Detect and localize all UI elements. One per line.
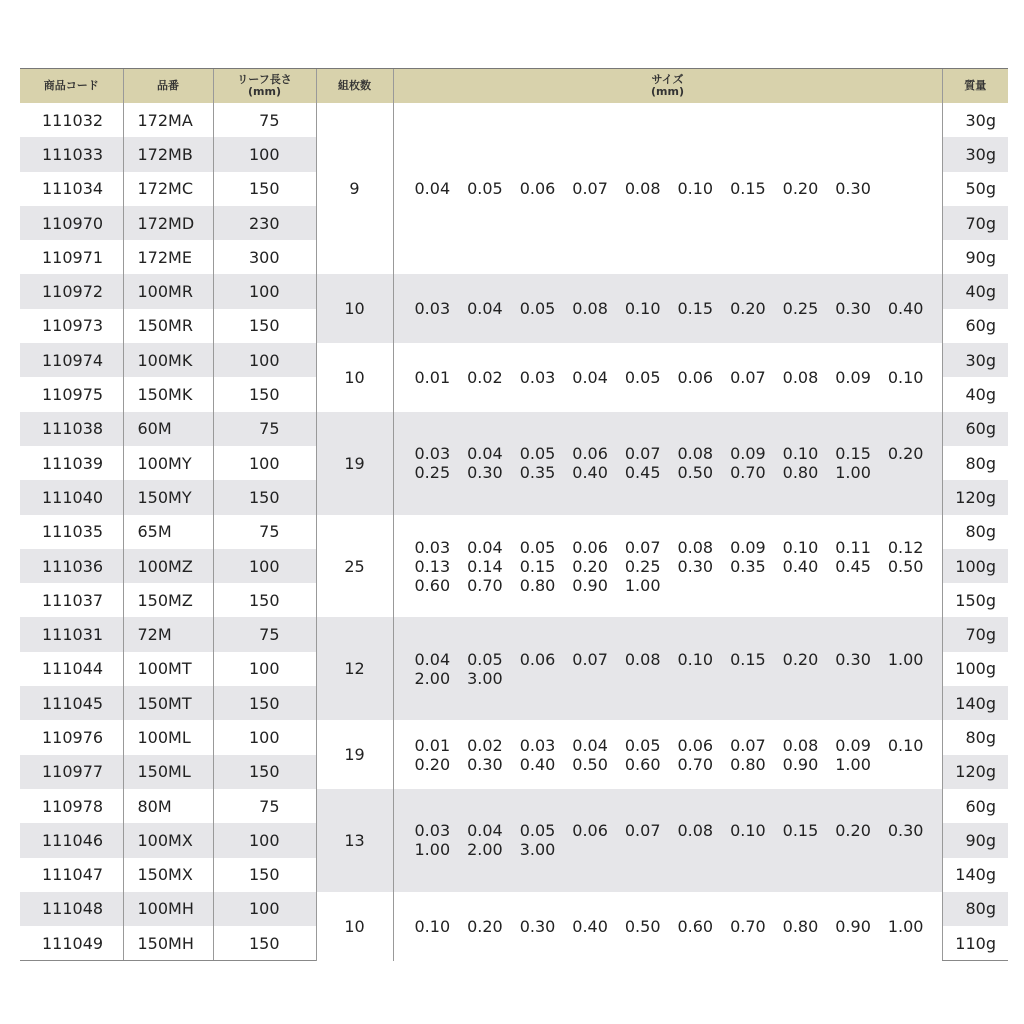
size-line — [415, 299, 942, 318]
size-value: 0.04 — [572, 735, 608, 755]
size-value: 0.90 — [782, 754, 819, 774]
size-value: 0.08 — [782, 735, 819, 755]
size-value: 0.40 — [782, 556, 819, 576]
size-value: 0.05 — [519, 821, 556, 841]
weight-cell: 40g — [942, 377, 1008, 411]
weight-cell: 60g — [942, 789, 1008, 823]
leaf-length-cell: 150 — [213, 755, 316, 789]
leaf-length-cell: 150 — [213, 480, 316, 514]
size-value: 1.00 — [624, 575, 661, 595]
size-value: 0.03 — [519, 367, 556, 387]
size-value: 0.50 — [572, 754, 608, 774]
size-value: 0.70 — [677, 754, 714, 774]
size-value: 0.03 — [519, 735, 556, 755]
size-value: 0.02 — [467, 367, 503, 387]
size-value: 0.60 — [624, 754, 661, 774]
size-value: 0.04 — [414, 179, 451, 199]
size-value: 0.15 — [730, 649, 766, 669]
size-line — [415, 444, 942, 463]
size-value: 0.07 — [624, 821, 661, 841]
header-count: 組枚数 — [316, 69, 393, 104]
size-value: 0.25 — [414, 463, 451, 483]
size-value: 0.30 — [467, 754, 503, 774]
size-value: 0.80 — [782, 916, 819, 936]
size-value: 0.60 — [414, 575, 451, 595]
size-value: 0.08 — [677, 444, 714, 464]
size-value: 0.10 — [782, 537, 819, 557]
leaf-length-cell: 100 — [213, 549, 316, 583]
size-line — [415, 538, 942, 557]
header-size-label: サイズ — [651, 73, 684, 86]
size-value: 0.10 — [414, 916, 451, 936]
size-value: 0.06 — [677, 735, 714, 755]
leaf-length-cell: 75 — [213, 103, 316, 137]
sizes-cell — [393, 789, 942, 892]
leaf-count-cell: 12 — [316, 617, 393, 720]
part-number-cell: 150MY — [123, 480, 213, 514]
header-part: 品番 — [123, 69, 213, 104]
sizes-cell — [393, 892, 942, 961]
table-row — [20, 274, 1008, 308]
size-line — [415, 736, 942, 755]
size-value: 0.01 — [414, 367, 451, 387]
weight-cell: 90g — [942, 240, 1008, 274]
size-value: 0.09 — [730, 444, 766, 464]
header-length-unit: (mm) — [248, 85, 281, 98]
size-value: 0.10 — [677, 179, 714, 199]
weight-cell: 90g — [942, 823, 1008, 857]
header-code: 商品コード — [20, 69, 123, 104]
part-number-cell: 100MT — [123, 652, 213, 686]
size-value: 0.20 — [835, 821, 871, 841]
weight-cell: 30g — [942, 137, 1008, 171]
leaf-count-cell: 10 — [316, 343, 393, 412]
size-value: 0.08 — [624, 649, 661, 669]
size-value: 0.40 — [519, 754, 556, 774]
table-row — [20, 617, 1008, 651]
size-value: 0.20 — [782, 179, 819, 199]
product-code-cell: 111033 — [20, 137, 123, 171]
weight-cell: 60g — [942, 309, 1008, 343]
leaf-length-cell: 100 — [213, 892, 316, 926]
size-value: 0.30 — [835, 179, 871, 199]
weight-cell: 110g — [942, 926, 1008, 961]
size-value: 0.20 — [887, 444, 924, 464]
size-value: 0.20 — [467, 916, 503, 936]
size-value: 0.30 — [835, 649, 871, 669]
weight-cell: 50g — [942, 172, 1008, 206]
product-code-cell: 111047 — [42, 865, 104, 885]
size-value: 0.15 — [730, 179, 766, 199]
size-value: 3.00 — [467, 668, 503, 688]
product-code-cell: 111035 — [42, 522, 104, 542]
weight-cell: 100g — [942, 652, 1008, 686]
product-code-cell: 110978 — [42, 796, 104, 816]
sizes-cell — [393, 274, 942, 343]
product-code-cell: 111037 — [42, 590, 104, 610]
product-code-cell: 111032 — [42, 110, 104, 130]
leaf-length-cell: 230 — [213, 206, 316, 240]
size-value: 0.20 — [730, 299, 766, 319]
size-value: 0.30 — [677, 556, 714, 576]
size-value: 0.08 — [677, 537, 714, 557]
size-value: 0.40 — [887, 299, 924, 319]
size-value: 1.00 — [835, 463, 871, 483]
size-value: 0.07 — [624, 444, 661, 464]
weight-cell: 140g — [942, 858, 1008, 892]
leaf-length-cell: 100 — [213, 446, 316, 480]
product-code-cell: 110974 — [20, 343, 123, 377]
size-value: 0.10 — [782, 444, 819, 464]
size-value: 0.50 — [887, 556, 924, 576]
part-number-cell: 80M — [123, 789, 213, 823]
part-number-cell: 100MK — [123, 343, 213, 377]
sizes-cell — [393, 103, 942, 274]
sizes-cell — [393, 412, 942, 515]
weight-cell: 120g — [942, 755, 1008, 789]
weight-cell: 60g — [942, 412, 1008, 446]
sizes-cell — [393, 343, 942, 412]
size-value: 0.15 — [519, 556, 556, 576]
weight-cell: 120g — [942, 480, 1008, 514]
size-value: 0.90 — [572, 575, 608, 595]
leaf-count-cell: 10 — [316, 892, 393, 961]
header-length — [213, 69, 316, 104]
leaf-length-cell: 150 — [213, 686, 316, 720]
part-number-cell: 100MH — [123, 892, 213, 926]
size-value: 0.03 — [414, 821, 451, 841]
product-code-cell: 110972 — [20, 274, 123, 308]
part-number-cell: 150MZ — [123, 583, 213, 617]
size-value: 0.80 — [782, 463, 819, 483]
size-value: 0.30 — [835, 299, 871, 319]
size-line — [415, 755, 942, 774]
leaf-length-cell: 150 — [213, 583, 316, 617]
size-value: 0.05 — [519, 299, 556, 319]
size-value: 0.40 — [572, 463, 608, 483]
size-value: 0.10 — [677, 649, 714, 669]
leaf-count-cell: 25 — [316, 515, 393, 618]
header-size — [393, 69, 942, 104]
size-value: 0.09 — [835, 367, 871, 387]
size-value: 0.45 — [624, 463, 661, 483]
sizes-cell — [393, 617, 942, 720]
size-value: 0.07 — [730, 735, 766, 755]
leaf-length-cell: 75 — [213, 617, 316, 651]
part-number-cell: 150MK — [123, 377, 213, 411]
size-value: 0.07 — [572, 179, 608, 199]
leaf-length-cell: 100 — [213, 823, 316, 857]
product-code-cell: 111039 — [42, 453, 104, 473]
weight-cell: 80g — [942, 720, 1008, 754]
size-value: 2.00 — [414, 668, 451, 688]
size-value: 1.00 — [887, 916, 924, 936]
weight-cell: 70g — [942, 206, 1008, 240]
table-row — [20, 515, 1008, 549]
part-number-cell: 60M — [123, 412, 213, 446]
table-row — [20, 720, 1008, 754]
table-row — [20, 789, 1008, 823]
leaf-length-cell: 100 — [213, 652, 316, 686]
size-value: 0.04 — [467, 444, 503, 464]
weight-cell: 150g — [942, 583, 1008, 617]
table-row — [20, 892, 1008, 926]
size-value: 0.03 — [414, 299, 451, 319]
size-value: 0.06 — [572, 537, 608, 557]
part-number-cell: 150ML — [123, 755, 213, 789]
size-value: 0.06 — [519, 179, 556, 199]
weight-cell: 40g — [942, 274, 1008, 308]
size-value: 0.30 — [887, 821, 924, 841]
size-value: 1.00 — [887, 649, 924, 669]
size-value: 0.30 — [519, 916, 556, 936]
size-value: 0.80 — [730, 754, 766, 774]
size-value: 0.10 — [624, 299, 661, 319]
leaf-count-cell: 19 — [316, 720, 393, 789]
product-spec-table — [20, 68, 1008, 961]
size-line — [415, 669, 942, 688]
part-number-cell: 100MX — [123, 823, 213, 857]
size-value: 0.04 — [467, 299, 503, 319]
part-number-cell: 150MH — [123, 926, 213, 961]
size-value: 0.20 — [782, 649, 819, 669]
leaf-length-cell: 100 — [213, 137, 316, 171]
size-line — [415, 576, 942, 595]
weight-cell: 100g — [942, 549, 1008, 583]
size-value: 0.08 — [624, 179, 661, 199]
weight-cell: 80g — [942, 892, 1008, 926]
leaf-count-cell: 9 — [316, 103, 393, 274]
size-value: 0.35 — [519, 463, 556, 483]
size-line — [415, 179, 942, 198]
size-value: 0.05 — [519, 444, 556, 464]
part-number-cell: 100ML — [123, 720, 213, 754]
size-value: 0.30 — [467, 463, 503, 483]
part-number-cell: 100MR — [123, 274, 213, 308]
leaf-length-cell: 150 — [213, 377, 316, 411]
size-value: 0.08 — [572, 299, 608, 319]
size-value: 0.11 — [835, 537, 871, 557]
size-value: 0.12 — [887, 537, 924, 557]
size-value: 0.05 — [624, 367, 661, 387]
size-value: 0.07 — [730, 367, 766, 387]
size-value: 0.04 — [414, 649, 451, 669]
size-value: 0.20 — [572, 556, 608, 576]
size-value: 0.04 — [572, 367, 608, 387]
header-size-unit: (mm) — [651, 85, 684, 98]
product-code-cell: 111044 — [42, 659, 104, 679]
size-line — [415, 368, 942, 387]
header-weight: 質量 — [942, 69, 1008, 104]
size-value: 1.00 — [835, 754, 871, 774]
size-value: 0.07 — [624, 537, 661, 557]
size-value: 0.25 — [782, 299, 819, 319]
leaf-length-cell: 150 — [213, 858, 316, 892]
size-value: 0.40 — [572, 916, 608, 936]
product-code-cell: 111045 — [20, 686, 123, 720]
sizes-cell — [393, 515, 942, 618]
product-code-cell: 111040 — [20, 480, 123, 514]
size-value: 0.90 — [835, 916, 871, 936]
size-value: 0.08 — [782, 367, 819, 387]
part-number-cell: 172MB — [123, 137, 213, 171]
leaf-length-cell: 150 — [213, 926, 316, 961]
size-value: 0.05 — [467, 649, 503, 669]
size-value: 0.10 — [730, 821, 766, 841]
product-code-cell: 111048 — [20, 892, 123, 926]
product-code-cell: 110977 — [20, 755, 123, 789]
size-value: 0.03 — [414, 537, 451, 557]
size-value: 0.04 — [467, 821, 503, 841]
size-value: 0.15 — [782, 821, 819, 841]
leaf-length-cell: 75 — [213, 789, 316, 823]
product-code-cell: 110973 — [42, 316, 104, 336]
size-value: 0.70 — [730, 463, 766, 483]
size-value: 0.06 — [519, 649, 556, 669]
part-number-cell: 150MT — [123, 686, 213, 720]
size-value: 0.60 — [677, 916, 714, 936]
table-row — [20, 412, 1008, 446]
size-value: 0.09 — [835, 735, 871, 755]
product-code-cell: 111034 — [42, 179, 104, 199]
size-line — [415, 917, 942, 936]
size-line — [415, 557, 942, 576]
size-value: 0.70 — [730, 916, 766, 936]
weight-cell: 80g — [942, 515, 1008, 549]
weight-cell: 80g — [942, 446, 1008, 480]
leaf-length-cell: 100 — [213, 274, 316, 308]
part-number-cell: 100MZ — [123, 549, 213, 583]
weight-cell: 70g — [942, 617, 1008, 651]
product-code-cell: 111049 — [20, 926, 123, 961]
product-code-cell: 110976 — [42, 727, 104, 747]
leaf-length-cell: 100 — [213, 720, 316, 754]
size-line — [415, 821, 942, 840]
leaf-length-cell: 75 — [213, 515, 316, 549]
table-header — [20, 69, 1008, 104]
product-code-cell: 110971 — [42, 247, 104, 267]
size-value: 0.13 — [414, 556, 451, 576]
size-value: 0.50 — [677, 463, 714, 483]
weight-cell: 30g — [942, 103, 1008, 137]
part-number-cell: 150MR — [123, 309, 213, 343]
product-code-cell: 111038 — [20, 412, 123, 446]
leaf-count-cell: 13 — [316, 789, 393, 892]
leaf-count-cell: 19 — [316, 412, 393, 515]
weight-cell: 140g — [942, 686, 1008, 720]
leaf-count-cell: 10 — [316, 274, 393, 343]
table-row — [20, 103, 1008, 137]
size-value: 0.06 — [572, 821, 608, 841]
size-line — [415, 463, 942, 482]
size-value: 0.09 — [730, 537, 766, 557]
sizes-cell — [393, 720, 942, 789]
size-line — [415, 840, 942, 859]
part-number-cell: 172MA — [123, 103, 213, 137]
size-value: 0.02 — [467, 735, 503, 755]
leaf-length-cell: 150 — [213, 309, 316, 343]
leaf-length-cell: 75 — [213, 412, 316, 446]
size-value: 0.05 — [624, 735, 661, 755]
size-value: 0.06 — [677, 367, 714, 387]
size-value: 0.04 — [467, 537, 503, 557]
part-number-cell: 100MY — [123, 446, 213, 480]
product-code-cell: 110970 — [20, 206, 123, 240]
size-value: 0.15 — [835, 444, 871, 464]
size-value: 0.08 — [677, 821, 714, 841]
product-code-cell: 111046 — [20, 823, 123, 857]
size-value: 0.05 — [519, 537, 556, 557]
size-value: 0.06 — [572, 444, 608, 464]
size-value: 0.25 — [624, 556, 661, 576]
size-line — [415, 650, 942, 669]
product-code-cell: 111031 — [20, 617, 123, 651]
size-value: 2.00 — [467, 840, 503, 860]
size-value: 0.07 — [572, 649, 608, 669]
size-value: 0.01 — [414, 735, 451, 755]
part-number-cell: 72M — [123, 617, 213, 651]
leaf-length-cell: 150 — [213, 172, 316, 206]
size-value: 0.45 — [835, 556, 871, 576]
size-value: 0.15 — [677, 299, 714, 319]
product-code-cell: 111036 — [20, 549, 123, 583]
size-value: 0.50 — [624, 916, 661, 936]
part-number-cell: 150MX — [123, 858, 213, 892]
size-value: 0.03 — [414, 444, 451, 464]
size-value: 0.10 — [887, 367, 924, 387]
part-number-cell: 65M — [123, 515, 213, 549]
size-value: 0.70 — [467, 575, 503, 595]
header-length-label: リーフ長さ — [237, 73, 292, 86]
size-value: 0.14 — [467, 556, 503, 576]
part-number-cell: 172MC — [123, 172, 213, 206]
size-value: 0.10 — [887, 735, 924, 755]
size-value: 3.00 — [519, 840, 556, 860]
size-value: 1.00 — [414, 840, 451, 860]
table-row — [20, 343, 1008, 377]
size-value: 0.05 — [467, 179, 503, 199]
product-code-cell: 110975 — [42, 385, 104, 405]
part-number-cell: 172ME — [123, 240, 213, 274]
weight-cell: 30g — [942, 343, 1008, 377]
leaf-length-cell: 100 — [213, 343, 316, 377]
size-value: 0.20 — [414, 754, 451, 774]
size-value: 0.80 — [519, 575, 556, 595]
part-number-cell: 172MD — [123, 206, 213, 240]
size-value: 0.35 — [730, 556, 766, 576]
leaf-length-cell: 300 — [213, 240, 316, 274]
